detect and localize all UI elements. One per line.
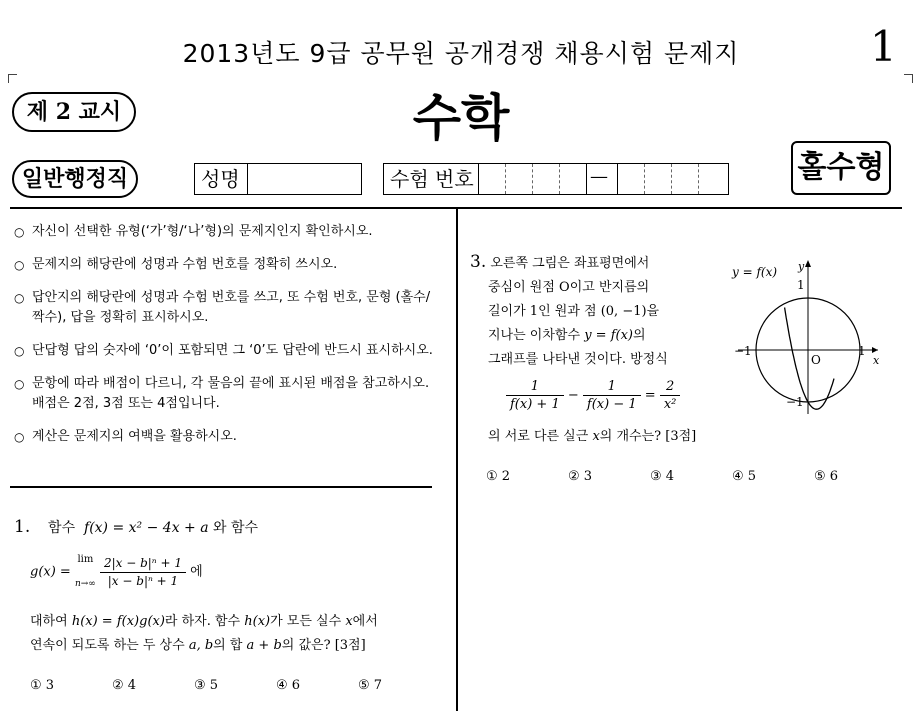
option-5[interactable]: ⑤ 7	[358, 678, 383, 693]
tick-label-y1: 1	[797, 278, 805, 292]
option-5[interactable]: ⑤ 6	[814, 469, 839, 484]
y-axis-arrow	[805, 260, 811, 267]
option-2[interactable]: ② 3	[568, 469, 593, 484]
instruction-item: ○ 단답형 답의 숫자에 ‘0’이 포함되면 그 ‘0’도 답란에 반드시 표시하시오.	[14, 341, 438, 361]
name-label: 성명	[201, 167, 240, 191]
subject-title: 수학	[412, 89, 510, 147]
exam-type-badge: 홀수형	[791, 141, 891, 195]
instructions-rule	[10, 486, 432, 488]
question-3: 3. 오른쪽 그림은 좌표평면에서 중심이 원점 O이고 반지름의 길이가 1인 원과 점 (0, −1)을 지나는 이차함수 y = f(x)의 그래프를 나타낸 것이다. 방정식 $\frac{1}{f(x) + 1}$ − $\frac{1}{f(x) - 1}$ = $\frac{2}{\text{x²}}$ 의 서로 다른 실근 x의 개수는? [3점] ① 2 ② 3 ③ 4 ④ 5 ⑤ 6	[470, 250, 740, 489]
x-axis-arrow	[872, 347, 878, 353]
origin-label: O	[811, 353, 821, 367]
instruction-item: ○ 답안지의 해당란에 성명과 수험 번호를 쓰고, 또 수험 번호, 문형 (홀수/짝수), 답을 정확히 표시하시오.	[14, 288, 438, 328]
question-number: 3.	[470, 252, 487, 272]
instruction-item: ○ 문항에 따라 배점이 다르니, 각 물음의 끝에 표시된 배점을 참고하시오. 배점은 2점, 3점 또는 4점입니다.	[14, 374, 438, 414]
option-1[interactable]: ① 3	[30, 678, 55, 693]
tick-label-yneg1: −1	[786, 395, 804, 409]
option-3[interactable]: ③ 4	[650, 469, 675, 484]
option-3[interactable]: ③ 5	[194, 678, 219, 693]
q3-graph	[728, 256, 888, 416]
option-2[interactable]: ② 4	[112, 678, 137, 693]
page-number: 1	[870, 22, 897, 71]
instruction-item: ○ 문제지의 해당란에 성명과 수험 번호를 정확히 쓰시오.	[14, 255, 438, 275]
session-badge: 제 2 교시	[12, 92, 136, 132]
instructions-list	[14, 222, 438, 460]
column-divider	[456, 209, 458, 711]
parabola	[785, 308, 834, 410]
name-box	[194, 163, 362, 195]
function-label: y = f(x)	[732, 265, 778, 279]
exam-number-dash: —	[590, 166, 608, 187]
option-4[interactable]: ④ 5	[732, 469, 757, 484]
question-1: 1. 함수 f(x) = x² − 4x + a 와 함수 g(x) = lim n→∞ $\frac{\text{2|x − b|ⁿ + 1}}{\text{|x − b|ⁿ + 1}}$ 에 대하여 h(x) = f(x)g(x)라 하자. 함수 h(x)가 모든 실수 x에서 연속이 되도록 하는 두 상수 a, b의 합 a + b의 값은? [3점] ① 3 ② 4 ③ 5 ④ 6 ⑤ 7	[14, 515, 444, 698]
x-axis-label: x	[873, 354, 880, 367]
option-1[interactable]: ① 2	[486, 469, 511, 484]
question-number: 1.	[14, 517, 31, 537]
exam-number-label: 수험 번호	[390, 167, 474, 191]
equation: $\frac{1}{f(x) + 1}$ − $\frac{1}{f(x) - 1}$ = $\frac{2}{\text{x²}}$	[506, 378, 740, 413]
exam-number-field[interactable]	[479, 164, 727, 194]
answer-options	[486, 465, 839, 489]
tick-label-x1: 1	[858, 344, 866, 358]
exam-title: 2013년도 9급 공무원 공개경쟁 채용시험 문제지	[182, 39, 740, 68]
instruction-item: ○ 자신이 선택한 유형(‘가’형/‘나’형)의 문제지인지 확인하시오.	[14, 222, 438, 242]
option-4[interactable]: ④ 6	[276, 678, 301, 693]
name-field[interactable]	[248, 164, 360, 194]
answer-options	[30, 674, 444, 698]
tick-label-xneg1: −1	[734, 344, 752, 358]
y-axis-label: y	[798, 260, 805, 273]
instruction-item: ○ 계산은 문제지의 여백을 활용하시오.	[14, 427, 438, 447]
exam-number-box	[383, 163, 729, 195]
job-type-badge: 일반행정직	[12, 160, 138, 198]
